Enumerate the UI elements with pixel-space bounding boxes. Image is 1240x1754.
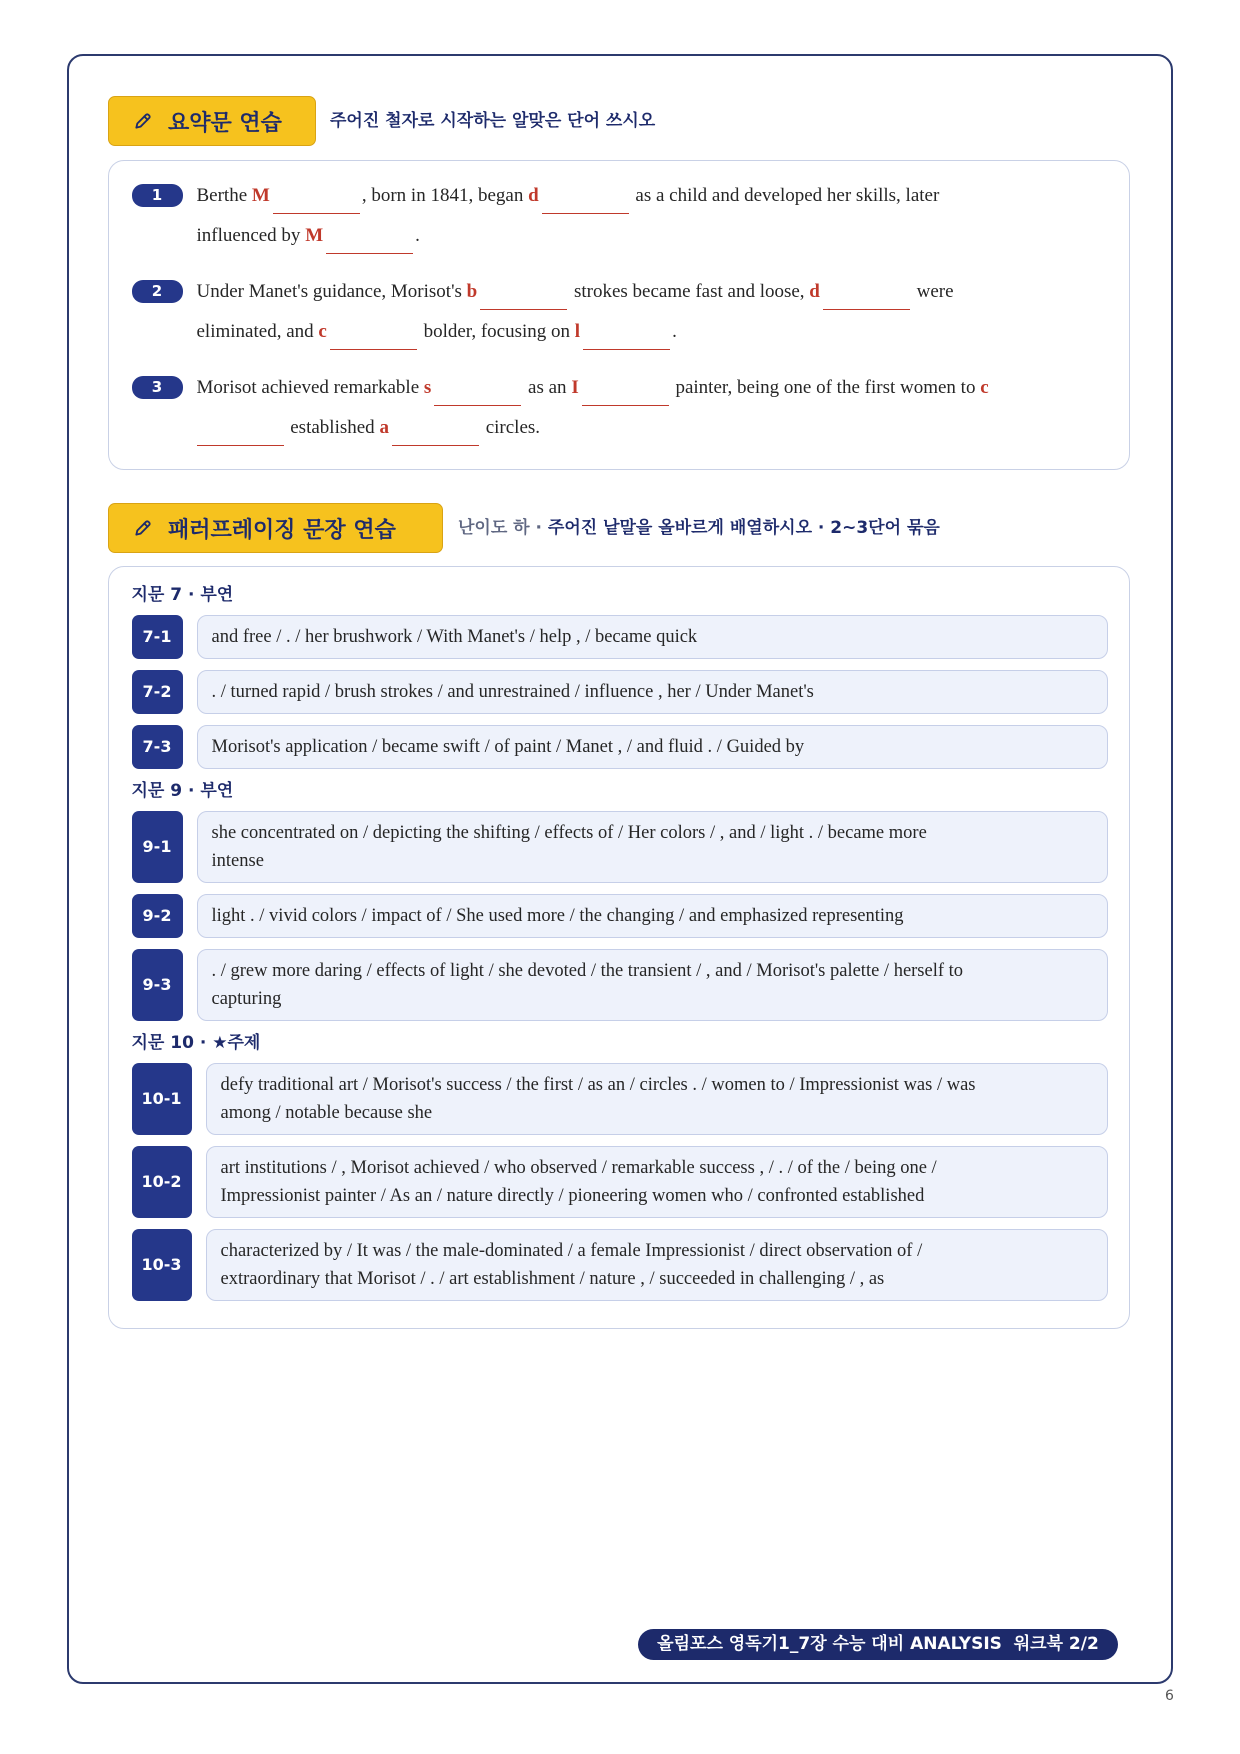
initial-letter: c <box>318 320 327 342</box>
initial-letter: s <box>423 376 432 398</box>
chunk-line: light . / vivid colors / impact of / She used more / the changing / and emphasized representing <box>211 905 904 926</box>
paraphrase-row <box>132 1229 1108 1301</box>
passage-group <box>132 780 1108 1021</box>
row-id-badge: 9-1 <box>132 811 183 883</box>
summary-item <box>132 272 1110 352</box>
pencil-icon <box>133 111 153 131</box>
item-number-badge: 2 <box>132 280 183 303</box>
paraphrase-row <box>132 615 1108 659</box>
chunk-line: capturing <box>211 988 282 1009</box>
row-id-badge: 9-2 <box>132 894 183 938</box>
passage-heading: 지문 7 · 부연 <box>131 584 234 605</box>
row-id-badge: 7-2 <box>132 670 183 714</box>
summary-line <box>197 312 954 352</box>
summary-line <box>197 368 989 408</box>
row-id-badge: 9-3 <box>132 949 183 1021</box>
sentence-text: were <box>911 280 954 302</box>
word-chunks-box <box>197 811 1108 883</box>
summary-sentence <box>197 368 989 448</box>
answer-blank <box>480 288 567 310</box>
footer-badge: 올림포스 영독기1_7장 수능 대비 ANALYSIS 워크북 2/2 <box>638 1629 1118 1660</box>
chunk-line: . / turned rapid / brush strokes / and unrestrained / influence , her / Under Manet's <box>211 681 814 702</box>
paraphrase-row <box>132 725 1108 769</box>
answer-blank <box>392 424 479 446</box>
summary-instruction: 주어진 철자로 시작하는 알맞은 단어 쓰시오 <box>330 111 656 131</box>
answer-blank <box>583 328 670 350</box>
passage-group <box>132 584 1108 769</box>
row-id-badge: 7-3 <box>132 725 183 769</box>
initial-letter: a <box>379 416 389 438</box>
sentence-text: Under Manet's guidance, Morisot's <box>196 280 467 302</box>
answer-blank <box>197 424 284 446</box>
initial-letter: c <box>980 376 989 398</box>
word-chunks-box <box>206 1063 1108 1135</box>
word-chunks-box <box>206 1229 1108 1301</box>
chunk-line: . / grew more daring / effects of light / she devoted / the transient / , and / Morisot's palette / herself to <box>211 960 964 981</box>
word-chunks-box <box>197 949 1108 1021</box>
summary-line <box>197 216 940 256</box>
answer-blank <box>273 192 360 214</box>
sentence-text: . <box>672 320 677 342</box>
summary-line <box>197 176 940 216</box>
sentence-text: Berthe <box>196 184 252 206</box>
answer-blank <box>326 232 413 254</box>
word-chunks-box <box>206 1146 1108 1218</box>
word-chunks-box <box>197 725 1108 769</box>
word-chunks-box <box>197 670 1108 714</box>
initial-letter: d <box>528 184 539 206</box>
sentence-text: bolder, focusing on <box>418 320 575 342</box>
sentence-text: eliminated, and <box>196 320 319 342</box>
pencil-icon <box>133 518 153 538</box>
passage-group <box>132 1032 1108 1301</box>
paraphrase-row <box>132 1146 1108 1218</box>
row-id-badge: 10-1 <box>132 1063 192 1135</box>
paraphrase-row <box>132 894 1108 938</box>
paraphrase-title: 패러프레이징 문장 연습 <box>168 517 396 543</box>
summary-item <box>132 176 1110 256</box>
sentence-text: as an <box>523 376 572 398</box>
passage-heading: 지문 10 · ★주제 <box>131 1032 261 1053</box>
initial-letter: d <box>809 280 820 302</box>
chunk-line: characterized by / It was / the male-dominated / a female Impressionist / direct observation of / <box>220 1240 923 1261</box>
answer-blank <box>330 328 417 350</box>
chunk-line: extraordinary that Morisot / . / art establishment / nature , / succeeded in challenging / , as <box>220 1268 885 1289</box>
answer-blank <box>434 384 521 406</box>
sentence-text: circles. <box>480 416 541 438</box>
summary-title: 요약문 연습 <box>168 110 282 136</box>
sentence-text: painter, being one of the first women to <box>670 376 981 398</box>
row-id-badge: 10-2 <box>132 1146 192 1218</box>
row-id-badge: 7-1 <box>132 615 183 659</box>
initial-letter: M <box>251 184 270 206</box>
initial-letter: b <box>466 280 478 302</box>
paraphrase-box <box>108 566 1130 1329</box>
chunk-line: she concentrated on / depicting the shifting / effects of / Her colors / , and / light . / became more <box>211 822 927 843</box>
sentence-text: established <box>285 416 380 438</box>
paraphrase-section-header <box>108 503 443 553</box>
subtitle-separator: · <box>529 518 548 538</box>
summary-sentence <box>197 176 940 256</box>
initial-letter: M <box>305 224 324 246</box>
chunk-line: among / notable because she <box>220 1102 433 1123</box>
paraphrase-row <box>132 670 1108 714</box>
summary-sentence <box>197 272 954 352</box>
difficulty-label: 난이도 하 <box>458 518 530 538</box>
page-number: 6 <box>1165 1688 1174 1704</box>
word-chunks-box <box>197 894 1108 938</box>
summary-item <box>132 368 1110 448</box>
chunk-line: and free / . / her brushwork / With Manet's / help , / became quick <box>211 626 698 647</box>
chunk-line: Morisot's application / became swift / of paint / Manet , / and fluid . / Guided by <box>211 736 805 757</box>
answer-blank <box>823 288 910 310</box>
sentence-text: strokes became fast and loose, <box>569 280 810 302</box>
sentence-text: influenced by <box>196 224 306 246</box>
sentence-text: , born in 1841, began <box>361 184 529 206</box>
paraphrase-row <box>132 1063 1108 1135</box>
item-number-badge: 3 <box>132 376 183 399</box>
sentence-text: as a child and developed her skills, later <box>630 184 940 206</box>
paraphrase-row <box>132 949 1108 1021</box>
item-number-badge: 1 <box>132 184 183 207</box>
passage-heading: 지문 9 · 부연 <box>131 780 234 801</box>
sentence-text: Morisot achieved remarkable <box>196 376 424 398</box>
summary-line <box>197 272 954 312</box>
row-id-badge: 10-3 <box>132 1229 192 1301</box>
paraphrase-subtitle <box>458 503 940 553</box>
chunk-line: art institutions / , Morisot achieved / who observed / remarkable success , / . / of the / being one / <box>220 1157 937 1178</box>
chunk-line: Impressionist painter / As an / nature directly / pioneering women who / confronted established <box>220 1185 925 1206</box>
paraphrase-row <box>132 811 1108 883</box>
answer-blank <box>542 192 629 214</box>
summary-line <box>197 408 989 448</box>
answer-blank <box>582 384 669 406</box>
summary-section-header <box>108 96 316 146</box>
paraphrase-instruction: 주어진 낱말을 올바르게 배열하시오 · 2~3단어 묶음 <box>547 518 940 538</box>
word-chunks-box <box>197 615 1108 659</box>
chunk-line: defy traditional art / Morisot's success / the first / as an / circles . / women to / Impressionist was / was <box>220 1074 976 1095</box>
initial-letter: I <box>571 376 579 398</box>
chunk-line: intense <box>211 850 264 871</box>
initial-letter: l <box>574 320 581 342</box>
summary-box <box>108 160 1130 470</box>
sentence-text: . <box>415 224 420 246</box>
